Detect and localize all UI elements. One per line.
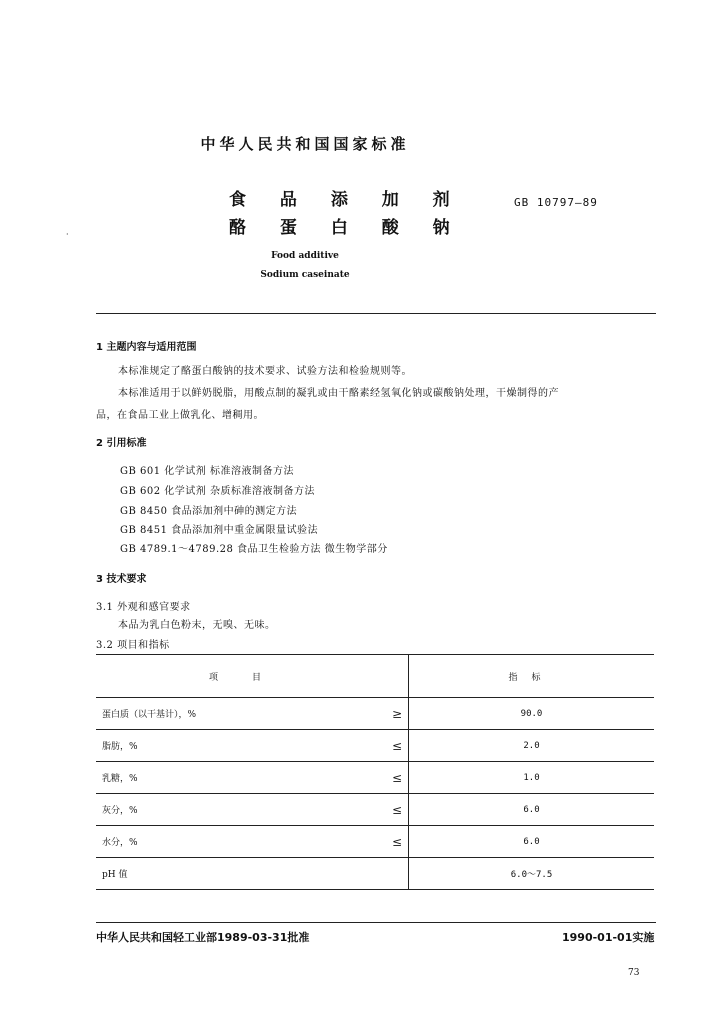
title-cn-line2: 酪 蛋 白 酸 钠	[229, 218, 464, 238]
row-value: 90.0	[409, 698, 655, 730]
ref-item: GB 8451 食品添加剂中重金属限量试验法	[120, 525, 319, 536]
section-1-para2-line1: 本标准适用于以鲜奶脱脂，用酸点制的凝乳或由干酪素经氢氧化钠或碳酸钠处理，干燥制得的产	[118, 388, 559, 399]
row-item: 水分，%	[96, 826, 384, 858]
row-operator	[384, 858, 409, 890]
header-divider	[96, 313, 656, 314]
section-2-heading: 2 引用标准	[96, 438, 147, 449]
ref-item: GB 4789.1～4789.28 食品卫生检验方法 微生物学部分	[120, 544, 388, 555]
ref-item: GB 601 化学试剂 标准溶液制备方法	[120, 466, 294, 477]
section-1-heading: 1 主题内容与适用范围	[96, 342, 197, 353]
effective-date: 1990-01-01实施	[562, 931, 655, 944]
row-value: 6.0	[409, 826, 655, 858]
row-operator: ≥	[384, 698, 409, 730]
row-item: 蛋白质（以干基计），%	[96, 698, 384, 730]
row-item: pH 值	[96, 858, 384, 890]
row-operator: ≤	[384, 730, 409, 762]
ref-item: GB 602 化学试剂 杂质标准溶液制备方法	[120, 486, 315, 497]
title-en-line2: Sodium caseinate	[260, 270, 350, 280]
standard-title: 中华人民共和国国家标准	[200, 135, 410, 153]
table-row	[96, 730, 654, 762]
title-en-line1: Food additive	[271, 251, 339, 261]
section-3-heading: 3 技术要求	[96, 574, 147, 585]
table-row	[96, 826, 654, 858]
row-item: 乳糖，%	[96, 762, 384, 794]
table-row	[96, 698, 654, 730]
ref-item: GB 8450 食品添加剂中砷的测定方法	[120, 506, 298, 517]
row-value: 1.0	[409, 762, 655, 794]
stray-mark: ·	[66, 230, 69, 239]
gb-code: GB 10797—89	[514, 196, 598, 209]
section-1-para2-line2: 品，在食品工业上做乳化、增稠用。	[96, 410, 264, 421]
row-value: 2.0	[409, 730, 655, 762]
section-3-1-heading: 3.1 外观和感官要求	[96, 602, 191, 613]
row-value: 6.0	[409, 794, 655, 826]
section-3-1-text: 本品为乳白色粉末，无嗅、无味。	[118, 620, 276, 631]
row-item: 灰分，%	[96, 794, 384, 826]
spec-table	[96, 654, 654, 890]
col-header-item: 项目	[96, 655, 409, 698]
table-row	[96, 794, 654, 826]
section-3-2-heading: 3.2 项目和指标	[96, 640, 170, 651]
row-operator: ≤	[384, 794, 409, 826]
col-header-value: 指标	[409, 655, 655, 698]
approval-text: 中华人民共和国轻工业部1989-03-31批准	[96, 931, 310, 944]
section-1-para1: 本标准规定了酪蛋白酸钠的技术要求、试验方法和检验规则等。	[118, 366, 412, 377]
table-row	[96, 762, 654, 794]
row-value: 6.0～7.5	[409, 858, 655, 890]
table-header-row	[96, 655, 654, 698]
row-operator: ≤	[384, 762, 409, 794]
footer-divider	[96, 922, 656, 923]
page-number: 73	[628, 968, 640, 978]
row-item: 脂肪，%	[96, 730, 384, 762]
row-operator: ≤	[384, 826, 409, 858]
table-row	[96, 858, 654, 890]
title-cn-line1: 食 品 添 加 剂	[229, 190, 464, 210]
